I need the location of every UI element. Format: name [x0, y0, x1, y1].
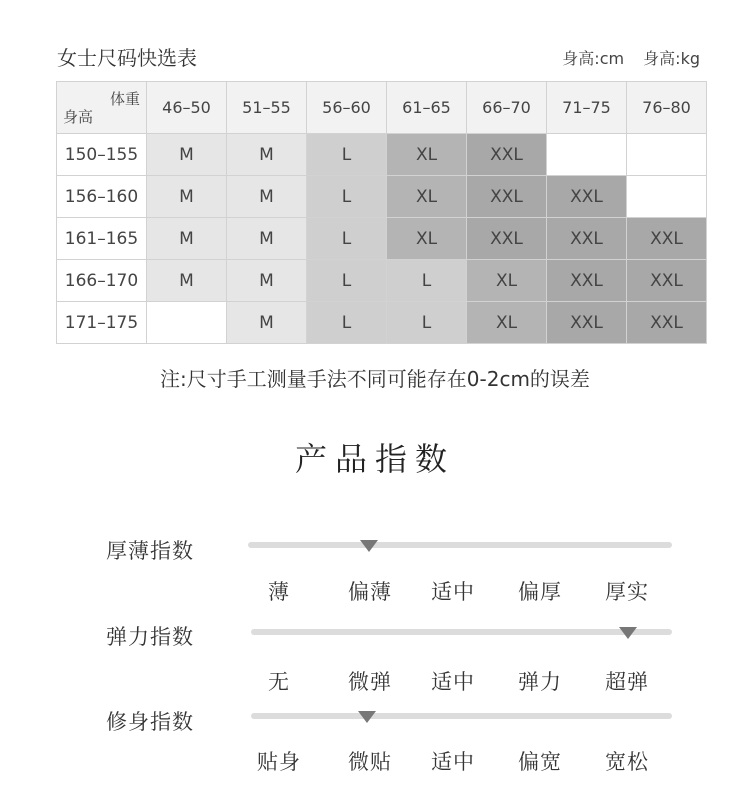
index-option: 厚实	[605, 580, 649, 604]
index-marker-icon	[360, 540, 378, 552]
index-option: 偏厚	[518, 580, 562, 604]
table-row	[57, 218, 707, 260]
table-row	[57, 302, 707, 344]
measurement-note: 注:尺寸手工测量手法不同可能存在0-2cm的误差	[160, 367, 590, 391]
size-cell: XL	[387, 134, 467, 176]
index-scale-track	[251, 713, 672, 719]
size-cell: XXL	[547, 218, 627, 260]
size-cell: XL	[467, 260, 547, 302]
size-cell: XXL	[627, 260, 707, 302]
size-cell: M	[227, 218, 307, 260]
index-option: 适中	[431, 750, 475, 774]
weight-column-header: 61–65	[387, 82, 467, 134]
size-cell: M	[227, 134, 307, 176]
size-cell: M	[147, 176, 227, 218]
size-cell: XXL	[467, 218, 547, 260]
size-cell: XXL	[627, 218, 707, 260]
table-header-row	[57, 82, 707, 134]
index-label: 弹力指数	[106, 625, 194, 649]
size-cell: L	[307, 260, 387, 302]
product-index-title: 产品指数	[294, 440, 455, 478]
index-scale-track	[251, 629, 672, 635]
table-corner-cell	[57, 82, 147, 134]
size-cell: XL	[387, 218, 467, 260]
height-row-header: 166–170	[57, 260, 147, 302]
index-option: 偏薄	[348, 580, 392, 604]
size-cell: M	[147, 260, 227, 302]
size-cell: XL	[387, 176, 467, 218]
height-row-header: 150–155	[57, 134, 147, 176]
size-cell	[627, 134, 707, 176]
size-table	[56, 81, 707, 344]
index-marker-icon	[358, 711, 376, 723]
height-row-header: 161–165	[57, 218, 147, 260]
index-option: 微弹	[348, 670, 392, 694]
index-option: 贴身	[257, 750, 301, 774]
weight-column-header: 76–80	[627, 82, 707, 134]
index-scale-track	[248, 542, 672, 548]
weight-column-header: 51–55	[227, 82, 307, 134]
size-cell: L	[387, 302, 467, 344]
index-option: 弹力	[518, 670, 562, 694]
size-cell	[547, 134, 627, 176]
size-cell: L	[307, 302, 387, 344]
size-cell	[627, 176, 707, 218]
corner-weight-label: 体重	[109, 90, 140, 108]
table-row	[57, 260, 707, 302]
size-cell: XL	[467, 302, 547, 344]
size-chart-title: 女士尺码快选表	[57, 46, 197, 70]
size-cell: XXL	[547, 176, 627, 218]
index-marker-icon	[619, 627, 637, 639]
weight-column-header: 66–70	[467, 82, 547, 134]
table-row	[57, 134, 707, 176]
size-cell: XXL	[547, 260, 627, 302]
size-cell: XXL	[627, 302, 707, 344]
weight-column-header: 56–60	[307, 82, 387, 134]
weight-column-header: 46–50	[147, 82, 227, 134]
size-cell: XXL	[467, 134, 547, 176]
index-option: 薄	[268, 580, 290, 604]
index-label: 厚薄指数	[106, 539, 194, 563]
table-row	[57, 176, 707, 218]
unit-height: 身高:cm	[562, 49, 625, 68]
index-label: 修身指数	[106, 710, 194, 734]
size-cell: M	[147, 134, 227, 176]
size-cell: XXL	[467, 176, 547, 218]
units-legend	[562, 46, 700, 69]
size-cell: M	[147, 218, 227, 260]
size-cell: M	[227, 302, 307, 344]
corner-height-label: 身高	[63, 108, 94, 126]
size-cell: M	[227, 176, 307, 218]
size-cell: XXL	[547, 302, 627, 344]
weight-column-header: 71–75	[547, 82, 627, 134]
size-cell: L	[307, 134, 387, 176]
size-cell	[147, 302, 227, 344]
height-row-header: 171–175	[57, 302, 147, 344]
height-row-header: 156–160	[57, 176, 147, 218]
size-cell: M	[227, 260, 307, 302]
unit-weight: 身高:kg	[643, 49, 700, 68]
index-option: 适中	[431, 670, 475, 694]
index-option: 宽松	[605, 750, 649, 774]
index-option: 超弹	[605, 670, 649, 694]
size-cell: L	[307, 176, 387, 218]
index-option: 无	[268, 670, 290, 694]
index-option: 适中	[431, 580, 475, 604]
index-option: 微贴	[348, 750, 392, 774]
index-option: 偏宽	[518, 750, 562, 774]
size-cell: L	[307, 218, 387, 260]
size-cell: L	[387, 260, 467, 302]
